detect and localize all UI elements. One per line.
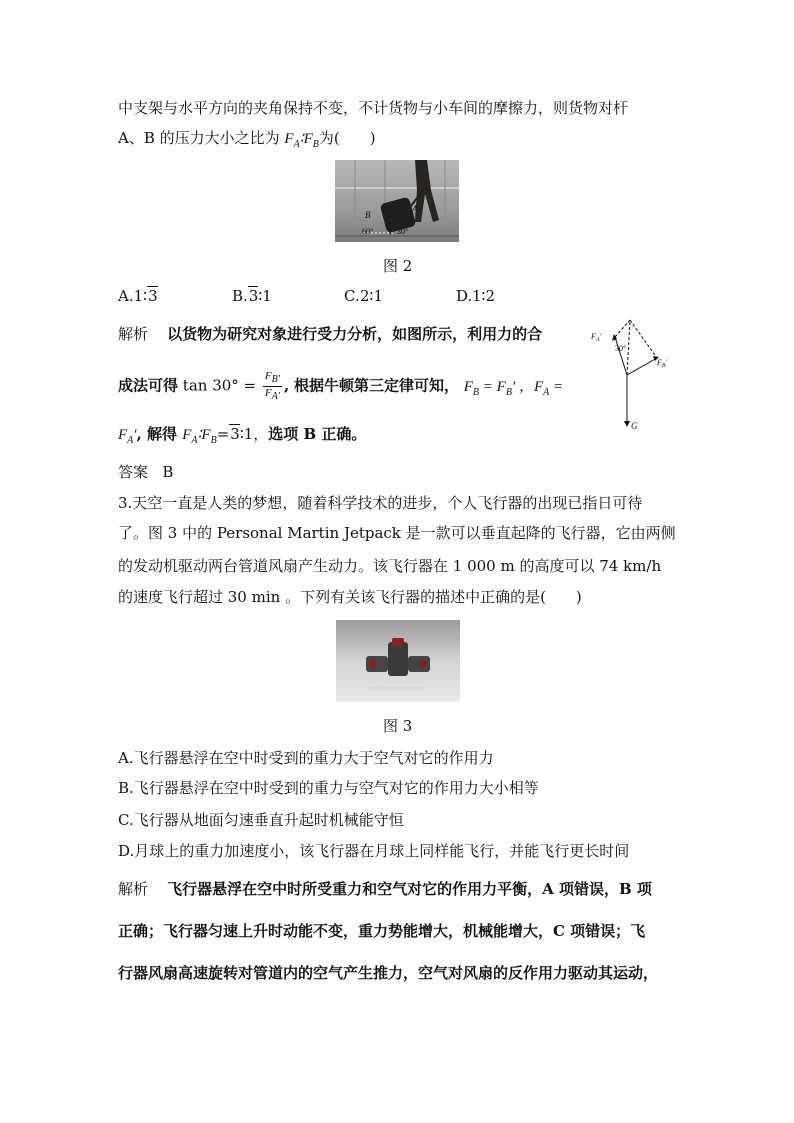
diagram-fb-label: $F_B'$ bbox=[657, 358, 668, 369]
q2-option-d: D. bbox=[456, 287, 473, 305]
force-diagram bbox=[585, 315, 675, 435]
q2-answer-label: 答案 bbox=[118, 463, 149, 481]
q2-stem-prefix: A、B 的压力大小之比为 bbox=[118, 129, 280, 147]
q3-analysis-label: 解析 bbox=[118, 880, 149, 898]
q2-stem-paren: 为( ) bbox=[318, 129, 376, 147]
q2-option-d-text: 1∶2 bbox=[472, 287, 495, 305]
q2-answer-value: B bbox=[162, 463, 174, 481]
q3-stem-line4: 的速度飞行超过 30 min 。下列有关该飞行器的描述中正确的是( ) bbox=[118, 588, 582, 606]
q2-analysis-tan: tan 30° = bbox=[182, 376, 257, 395]
figure-2-photo bbox=[335, 160, 459, 242]
q2-option-b: B.3∶1 bbox=[232, 287, 272, 305]
q3-stem-line2: 了。图 3 中的 Personal Martin Jetpack 是一款可以垂直起降的飞行器，它由两侧 bbox=[118, 524, 676, 542]
q2-option-c: C. bbox=[344, 287, 360, 305]
q3-option-b: B.飞行器悬浮在空中时受到的重力与空气对它的作用力大小相等 bbox=[118, 779, 539, 797]
q2-analysis-label: 解析 bbox=[118, 325, 149, 343]
fig2-angle-30: 30° bbox=[397, 227, 409, 236]
q2-analysis-fraction: $\frac{F_{B'}}{F_{A'}}$ bbox=[264, 370, 280, 403]
q3-option-a: A.飞行器悬浮在空中时受到的重力大于空气对它的作用力 bbox=[118, 749, 494, 767]
q3-option-c: C.飞行器从地面匀速垂直升起时机械能守恒 bbox=[118, 811, 404, 829]
diagram-fa-label: $F_A'$ bbox=[591, 332, 602, 343]
q2-stem-line2 bbox=[118, 128, 376, 155]
q2-analysis-eq: $F_B = F_B'$ ，$F_A$ = bbox=[463, 378, 564, 398]
q3-analysis-line2: 正确；飞行器匀速上升时动能不变，重力势能增大，机械能增大，C 项错误；飞 bbox=[118, 922, 646, 940]
q2-option-c-text: 2∶1 bbox=[360, 287, 383, 305]
q3-analysis-line3: 行器风扇高速旋转对管道内的空气产生推力，空气对风扇的反作用力驱动其运动， bbox=[118, 964, 659, 982]
diagram-angle-label: 30° bbox=[615, 344, 627, 353]
q3-analysis-line1 bbox=[118, 879, 652, 899]
q2-option-a: A.1∶3 bbox=[118, 287, 158, 305]
figure-3-caption: 图 3 bbox=[383, 717, 413, 735]
q2-analysis-line1 bbox=[118, 324, 542, 344]
q3-option-d: D.月球上的重力加速度小，该飞行器在月球上同样能飞行，并能飞行更长时间 bbox=[118, 842, 630, 860]
q3-stem-line1: 3.天空一直是人类的梦想，随着科学技术的进步，个人飞行器的出现已指日可待 bbox=[118, 494, 643, 512]
figure-2-caption: 图 2 bbox=[383, 257, 413, 275]
q2-stem-ratio: $F_A∶F_B$ bbox=[284, 131, 319, 150]
q2-analysis-line3: $F_A'$, 解得 $F_A∶F_B=3∶1$，选项 B 正确。 bbox=[118, 425, 367, 446]
q2-stem-line1: 中支架与水平方向的夹角保持不变，不计货物与小车间的摩擦力，则货物对杆 bbox=[118, 99, 629, 117]
fig2-label-b: B bbox=[365, 210, 371, 220]
fig2-label-a: A bbox=[412, 204, 418, 214]
q3-analysis-text1: 飞行器悬浮在空中时所受重力和空气对它的作用力平衡，A 项错误，B 项 bbox=[167, 880, 652, 898]
q3-stem-line3: 的发动机驱动两台管道风扇产生动力。该飞行器在 1 000 m 的高度可以 74 km/h bbox=[118, 557, 662, 575]
fig2-angle-60: 60° bbox=[362, 227, 374, 236]
diagram-g-label: G bbox=[631, 421, 638, 431]
figure-3-photo bbox=[336, 620, 460, 702]
q2-analysis-line2: 成法可得 tan 30° = $\frac{F_{B'}}{F_{A'}}$ , 根据牛顿第三定律可知， $F_B = F_B'$ ，$F_A$ = bbox=[118, 370, 564, 403]
q2-analysis-text1: 以货物为研究对象进行受力分析，如图所示，利用力的合 bbox=[167, 325, 543, 343]
q2-answer bbox=[118, 462, 173, 482]
q2-analysis-text2c: 根据牛顿第三定律可知， bbox=[293, 376, 459, 395]
q2-analysis-text2a: 成法可得 bbox=[118, 376, 179, 395]
